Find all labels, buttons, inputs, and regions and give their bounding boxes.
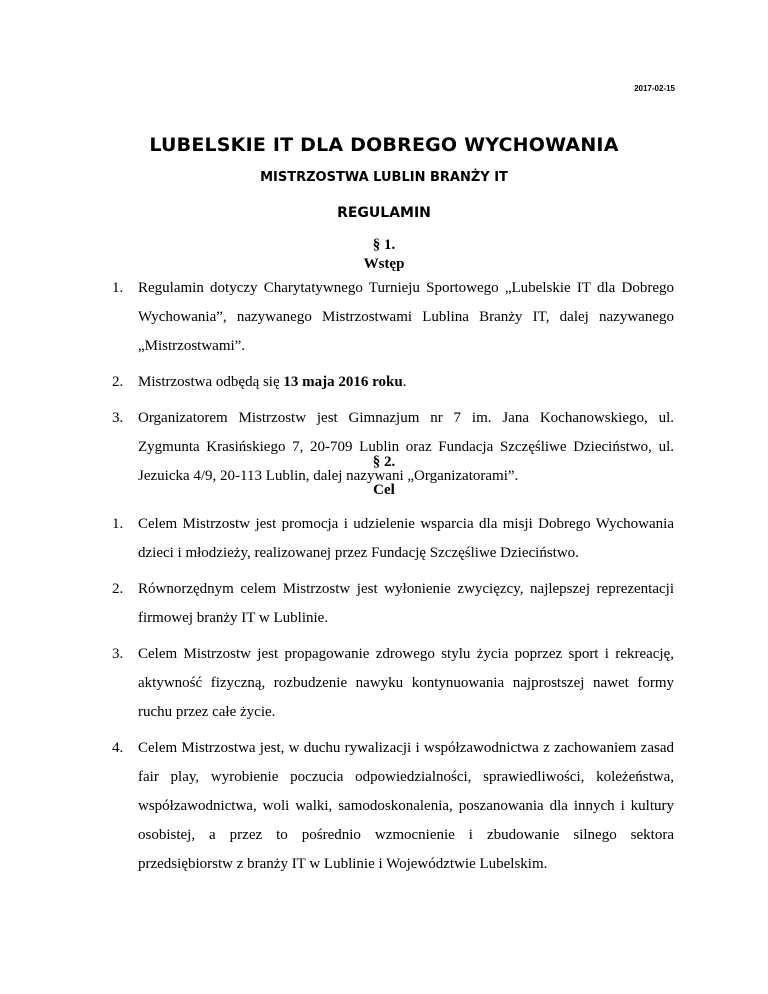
section-2-title: Cel [373, 482, 395, 498]
clause-item [108, 640, 674, 727]
clause-number: 2. [112, 581, 124, 597]
clause-number: 1. [112, 280, 124, 296]
clause-text-end: . [402, 374, 407, 390]
clause-number: 3. [112, 646, 124, 662]
section-1-heading [0, 236, 768, 274]
clause-item [108, 575, 674, 633]
clause-text: Regulamin dotyczy Charytatywnego Turnieju Sportowego „Lubelskie IT dla Dobrego Wychowania”, nazywanego Mistrzostwami Lublina Branży IT, dalej nazywanego „Mistrzostwami”. [138, 280, 674, 354]
document-type-heading: REGULAMIN [337, 205, 431, 221]
clause-text: Równorzędnym celem Mistrzostw jest wyłonienie zwycięzcy, najlepszej reprezentacji firmowej branży IT w Lublinie. [138, 581, 674, 626]
section-2-clauses [108, 510, 674, 886]
event-date-highlight: 13 maja 2016 roku [283, 374, 403, 390]
section-1-symbol: § 1. [372, 237, 396, 253]
clause-text: Organizatorem Mistrzostw jest Gimnazjum nr 7 im. Jana Kochanowskiego, ul. Zygmunta Krasińskiego 7, 20-709 Lublin oraz Fundacja Szczęśliwe Dzieciństwo, ul. Jezuicka 4/9, 20-113 Lublin, dalej nazywani „Organizatorami”. [138, 410, 674, 484]
clause-item [108, 510, 674, 568]
clause-number: 2. [112, 374, 124, 390]
clause-number: 3. [112, 410, 124, 426]
clause-text: Celem Mistrzostw jest propagowanie zdrowego stylu życia poprzez sport i rekreację, aktywność fizyczną, rozbudzenie nawyku kontynuowania najprostszej nawet formy ruchu przez całe życie. [138, 646, 674, 720]
section-1-title: Wstęp [363, 256, 405, 272]
clause-text: Celem Mistrzostw jest promocja i udzielenie wsparcia dla misji Dobrego Wychowania dzieci i młodzieży, realizowanej przez Fundację Szczęśliwe Dzieciństwo. [138, 516, 674, 561]
section-2-heading [0, 453, 768, 500]
section-2-symbol: § 2. [372, 454, 396, 470]
clause-text: Celem Mistrzostwa jest, w duchu rywalizacji i współzawodnictwa z zachowaniem zasad fair play, wyrobienie poczucia odpowiedzialności, sprawiedliwości, koleżeństwa, współzawodnictwa, woli walki, samodoskonalenia, poszanowania dla innych i kultury osobistej, a przez to pośrednio wzmocnienie i zbudowanie silnego sektora przedsiębiorstw z branży IT w Lublinie i Województwie Lubelskim. [138, 740, 674, 872]
document-subtitle: MISTRZOSTWA LUBLIN BRANŻY IT [260, 170, 508, 185]
clause-item [108, 274, 674, 361]
clause-item [108, 368, 674, 397]
clause-item [108, 734, 674, 879]
clause-text-start: Mistrzostwa odbędą się [138, 374, 284, 390]
document-date: 2017-02-15 [634, 84, 675, 93]
clause-number: 4. [112, 740, 124, 756]
document-title: LUBELSKIE IT DLA DOBREGO WYCHOWANIA [149, 134, 619, 156]
clause-number: 1. [112, 516, 124, 532]
